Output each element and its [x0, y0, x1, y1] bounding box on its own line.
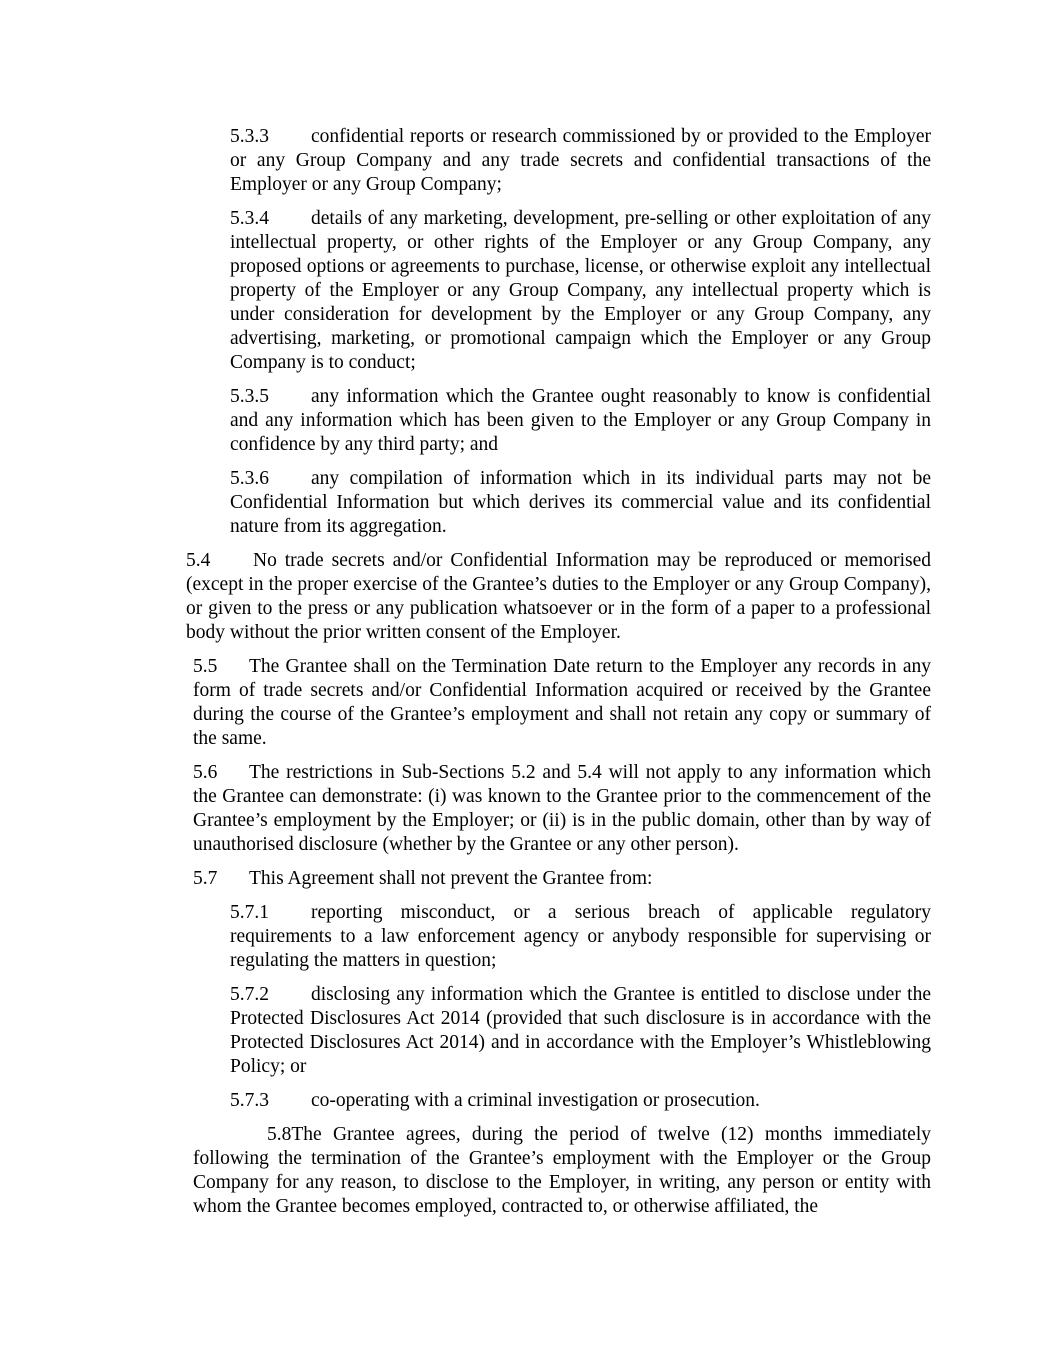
clause-5-3-3 — [230, 125, 931, 197]
clause-text: details of any marketing, development, pre-selling or other exploitation of any intellectual property, or other rights of the Employer or any Group Company, any proposed options or agreements to purchase, license, or otherwise exploit any intellectual property of the Employer or any Group Company, any intellectual property which is under consideration for development by the Employer or any Group Company, any advertising, marketing, or promotional campaign which the Employer or any Group Company is to conduct; — [230, 208, 931, 373]
clause-text: any information which the Grantee ought reasonably to know is confidential and any information which has been given to the Employer or any Group Company in confidence by any third party; and — [230, 386, 931, 455]
clause-5-7-2 — [230, 983, 931, 1079]
clause-number: 5.6 — [193, 762, 218, 783]
clause-5-8 — [193, 1123, 931, 1219]
clause-5-5 — [193, 655, 931, 751]
document-page — [0, 125, 1055, 1229]
clause-5-3-4 — [230, 207, 931, 375]
clause-text: No trade secrets and/or Confidential Information may be reproduced or memorised (except in the proper exercise of the Grantee’s duties to the Employer or any Group Company), or given to the press or any publication whatsoever or in the form of a paper to a professional body without the prior written consent of the Employer. — [186, 550, 931, 643]
clause-text: any compilation of information which in its individual parts may not be Confidential Information but which derives its commercial value and its confidential nature from its aggregation. — [230, 468, 931, 537]
clause-number: 5.3.4 — [230, 208, 269, 229]
clause-number: 5.4 — [186, 550, 211, 571]
clause-5-3-5 — [230, 385, 931, 457]
clause-5-6 — [193, 761, 931, 857]
clause-text: disclosing any information which the Grantee is entitled to disclose under the Protected Disclosures Act 2014 (provided that such disclosure is in accordance with the Protected Disclosures Act 2014) and in accordance with the Employer’s Whistleblowing Policy; or — [230, 984, 931, 1077]
clause-5-3-6 — [230, 467, 931, 539]
clause-text: This Agreement shall not prevent the Grantee from: — [249, 868, 653, 889]
clause-number: 5.7 — [193, 868, 218, 889]
clause-5-7-1 — [230, 901, 931, 973]
clause-text: The Grantee agrees, during the period of twelve (12) months immediately following the termination of the Grantee’s employment with the Employer or the Group Company for any reason, to disclose to the Employer, in writing, any person or entity with whom the Grantee becomes employed, contracted to, or otherwise affiliated, the — [193, 1124, 931, 1217]
clause-number: 5.8 — [267, 1124, 292, 1145]
clause-text: confidential reports or research commissioned by or provided to the Employer or any Group Company and any trade secrets and confidential transactions of the Employer or any Group Company; — [230, 126, 931, 195]
clause-text: The Grantee shall on the Termination Date return to the Employer any records in any form of trade secrets and/or Confidential Information acquired or received by the Grantee during the course of the Grantee’s employment and shall not retain any copy or summary of the same. — [193, 656, 931, 749]
clause-text: reporting misconduct, or a serious breach of applicable regulatory requirements to a law enforcement agency or anybody responsible for supervising or regulating the matters in question; — [230, 902, 931, 971]
clause-5-4 — [186, 549, 931, 645]
clause-number: 5.7.3 — [230, 1090, 269, 1111]
clause-number: 5.5 — [193, 656, 218, 677]
clause-number: 5.7.1 — [230, 902, 269, 923]
clause-number: 5.7.2 — [230, 984, 269, 1005]
clause-5-7-3 — [230, 1089, 931, 1113]
clause-5-7 — [193, 867, 931, 891]
clause-number: 5.3.6 — [230, 468, 269, 489]
clause-number: 5.3.3 — [230, 126, 269, 147]
clause-number: 5.3.5 — [230, 386, 269, 407]
clause-text: The restrictions in Sub-Sections 5.2 and 5.4 will not apply to any information which the Grantee can demonstrate: (i) was known to the Grantee prior to the commencement of the Grantee’s employment by the Employer; or (ii) is in the public domain, other than by way of unauthorised disclosure (whether by the Grantee or any other person). — [193, 762, 931, 855]
clause-text: co-operating with a criminal investigation or prosecution. — [311, 1090, 760, 1111]
